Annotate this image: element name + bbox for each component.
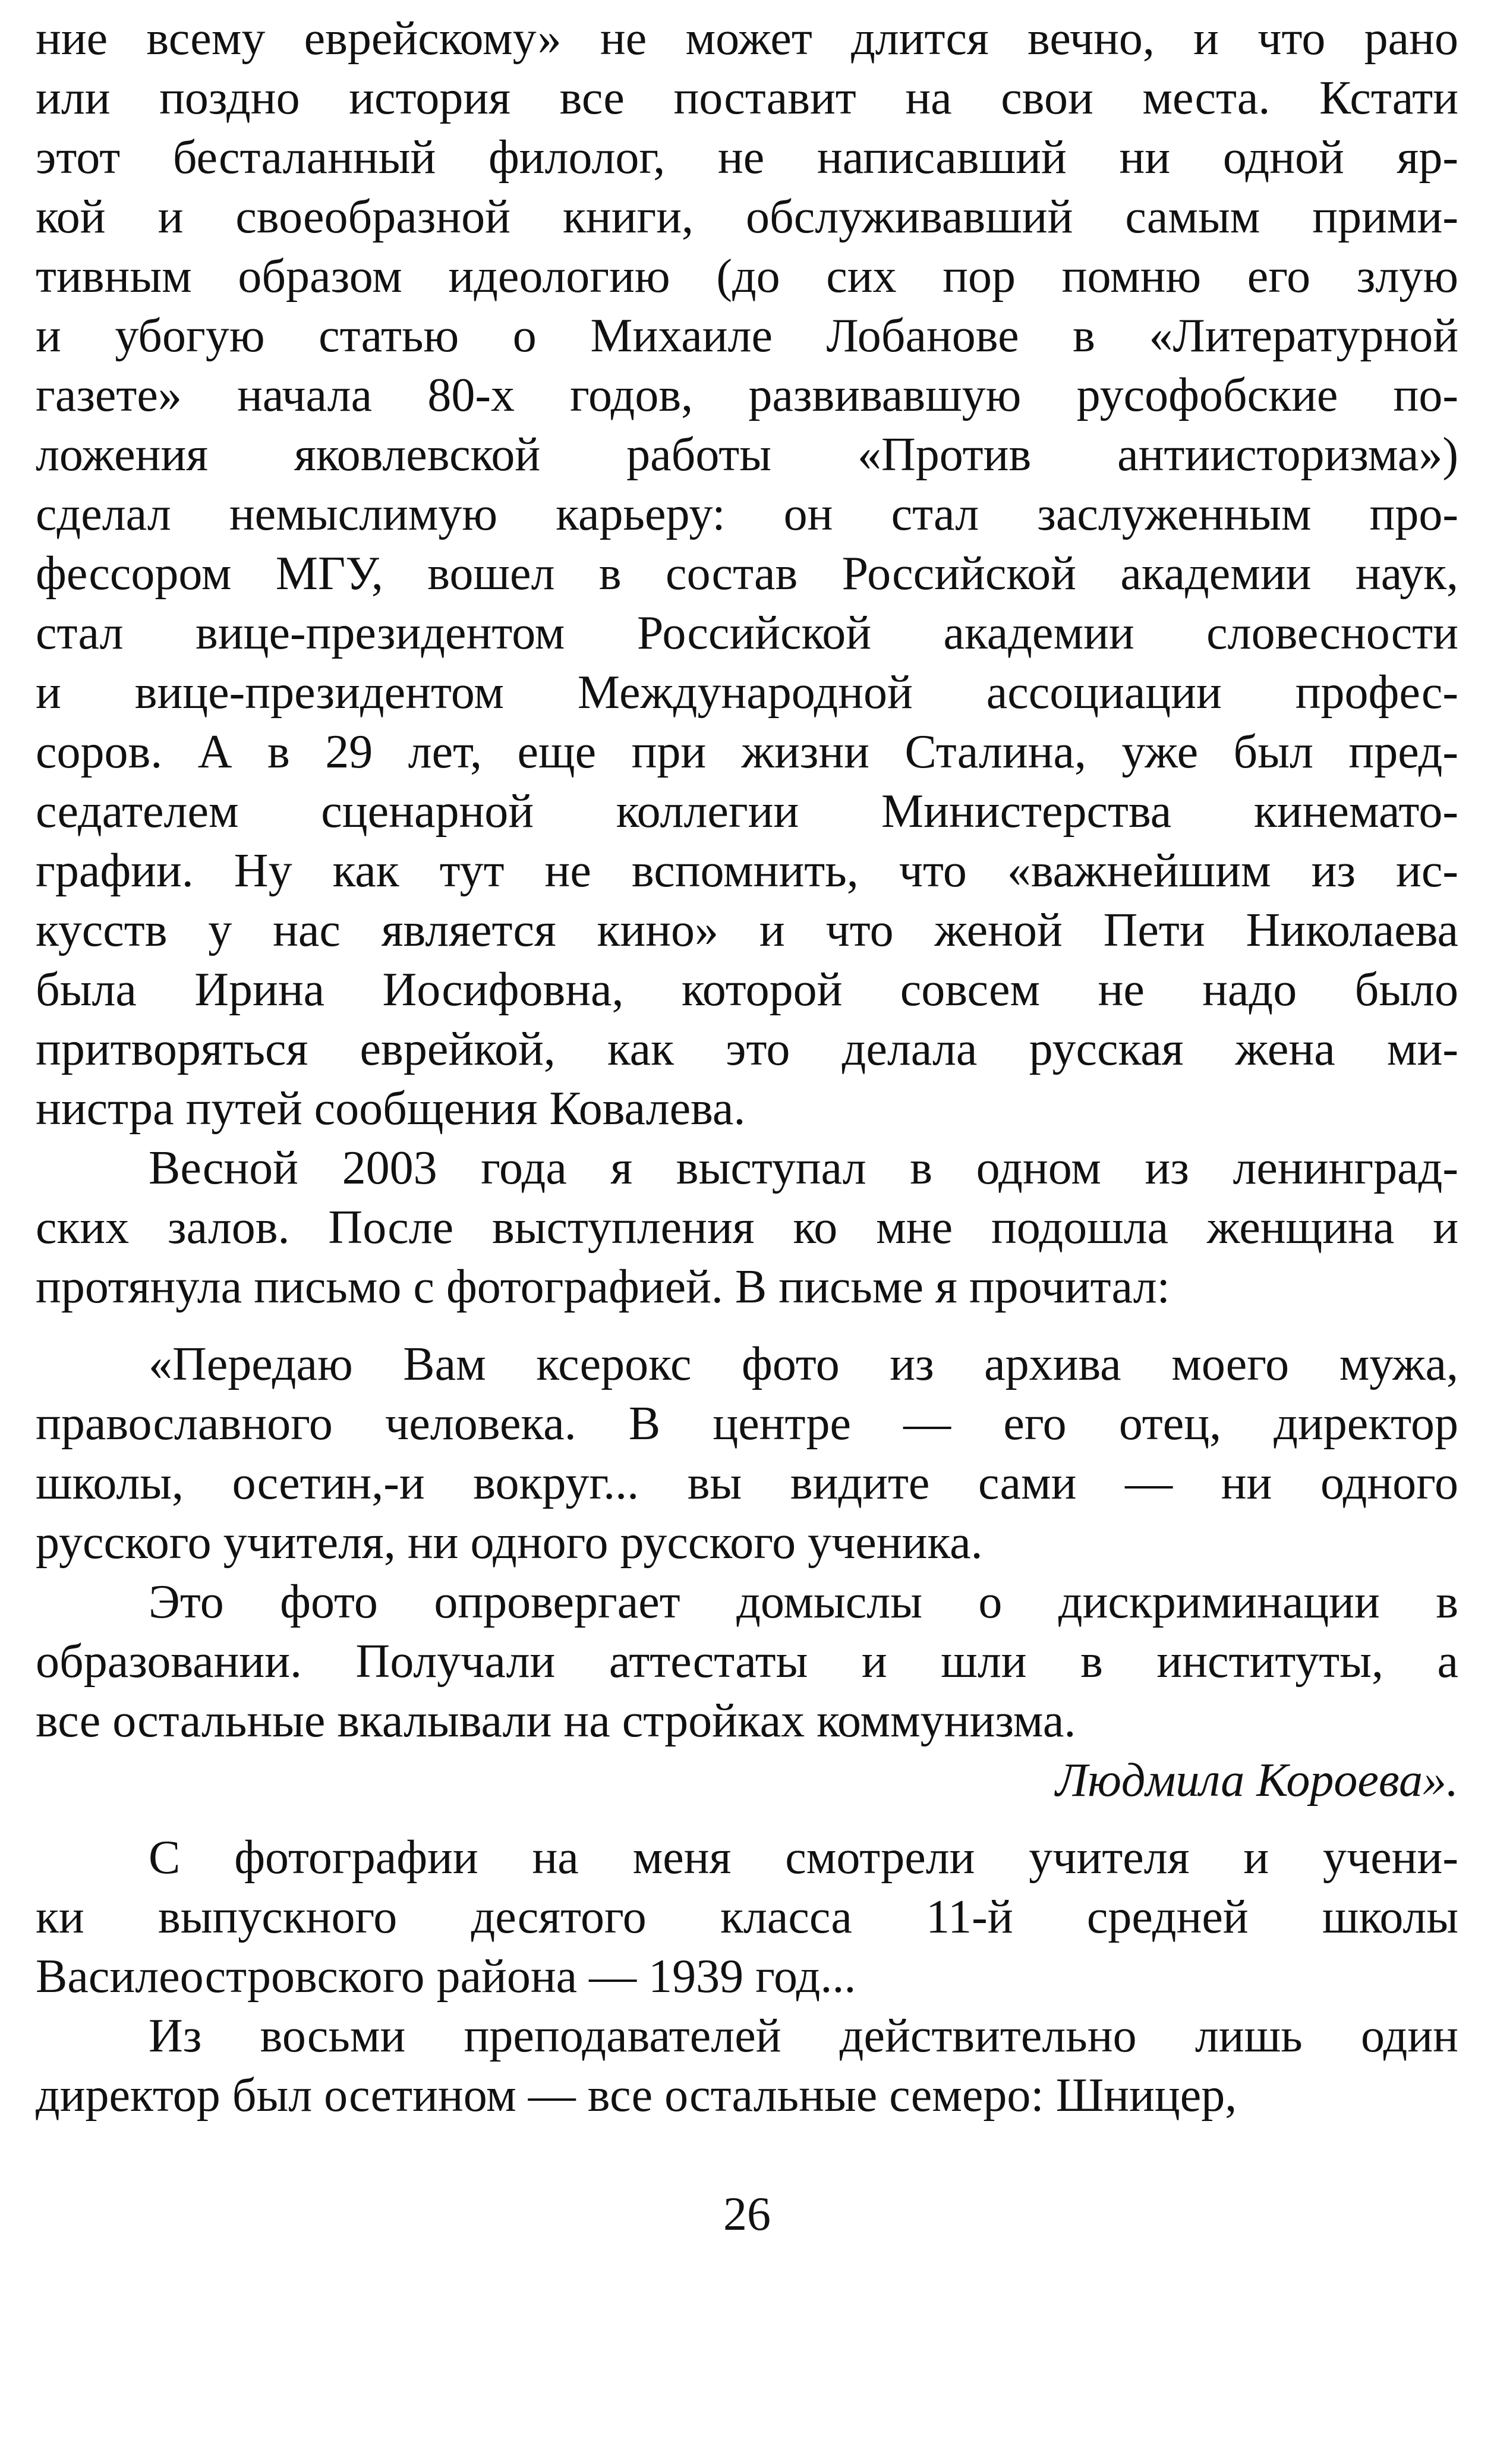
text-line: и вице-президентом Международной ассоциации профес-: [36, 666, 1458, 719]
signature-line: Людмила Короева».: [1055, 1754, 1458, 1807]
text-line: протянула письмо с фотографией. В письме я прочитал:: [36, 1261, 1170, 1313]
text-line: и убогую статью о Михаиле Лобанове в «Литературной: [36, 310, 1458, 362]
text-line: этот бесталанный филолог, не написавший ни одной яр-: [36, 131, 1458, 184]
text-line: газете» начала 80-х годов, развивавшую русофобские по-: [36, 369, 1458, 421]
text-line: ние всему еврейскому» не может длится вечно, и что рано: [36, 12, 1458, 65]
quote-line: православного человека. В центре — его отец, директор: [36, 1398, 1458, 1450]
text-line: Из восьми преподавателей действительно лишь один: [149, 2010, 1458, 2062]
text-line: Весной 2003 года я выступал в одном из ленинград-: [149, 1142, 1458, 1194]
text-line: нистра путей сообщения Ковалева.: [36, 1082, 746, 1135]
text-line: директор был осетином — все остальные семеро: Шницер,: [36, 2069, 1237, 2122]
text-line: соров. А в 29 лет, еще при жизни Сталина, уже был пред-: [36, 726, 1458, 778]
quote-line: все остальные вкалывали на стройках коммунизма.: [36, 1695, 1076, 1747]
text-line: С фотографии на меня смотрели учителя и учени-: [149, 1832, 1458, 1884]
text-line: или поздно история все поставит на свои места. Кстати: [36, 72, 1458, 124]
text-line: фессором МГУ, вошел в состав Российской академии наук,: [36, 547, 1458, 600]
quote-line: Это фото опровергает домыслы о дискриминации в: [149, 1576, 1458, 1628]
text-line: была Ирина Иосифовна, которой совсем не надо было: [36, 964, 1458, 1016]
text-line: седателем сценарной коллегии Министерства кинемато-: [36, 785, 1458, 838]
quote-line: образовании. Получали аттестаты и шли в институты, а: [36, 1635, 1458, 1688]
text-line: кусств у нас является кино» и что женой Пети Николаева: [36, 904, 1458, 956]
text-line: стал вице-президентом Российской академии словесности: [36, 607, 1458, 659]
text-line: ложения яковлевской работы «Против антиисторизма»): [36, 429, 1458, 481]
page-number: 26: [723, 2188, 771, 2240]
text-line: сделал немыслимую карьеру: он стал заслуженным про-: [36, 488, 1458, 540]
text-line: ских залов. После выступления ко мне подошла женщина и: [36, 1201, 1458, 1254]
text-line: графии. Ну как тут не вспомнить, что «важнейшим из ис-: [36, 845, 1458, 897]
quote-line: русского учителя, ни одного русского ученика.: [36, 1516, 983, 1569]
text-line: ки выпускного десятого класса 11-й средней школы: [36, 1891, 1458, 1943]
text-line: тивным образом идеологию (до сих пор помню его злую: [36, 250, 1458, 303]
quote-line: школы, осетин,-и вокруг... вы видите сами — ни одного: [36, 1457, 1458, 1509]
text-line: притворяться еврейкой, как это делала русская жена ми-: [36, 1023, 1458, 1075]
text-line: Василеостровского района — 1939 год...: [36, 1950, 856, 2003]
quote-line: «Передаю Вам ксерокс фото из архива моего мужа,: [149, 1338, 1458, 1390]
text-line: кой и своеобразной книги, обслуживавший самым прими-: [36, 191, 1458, 243]
